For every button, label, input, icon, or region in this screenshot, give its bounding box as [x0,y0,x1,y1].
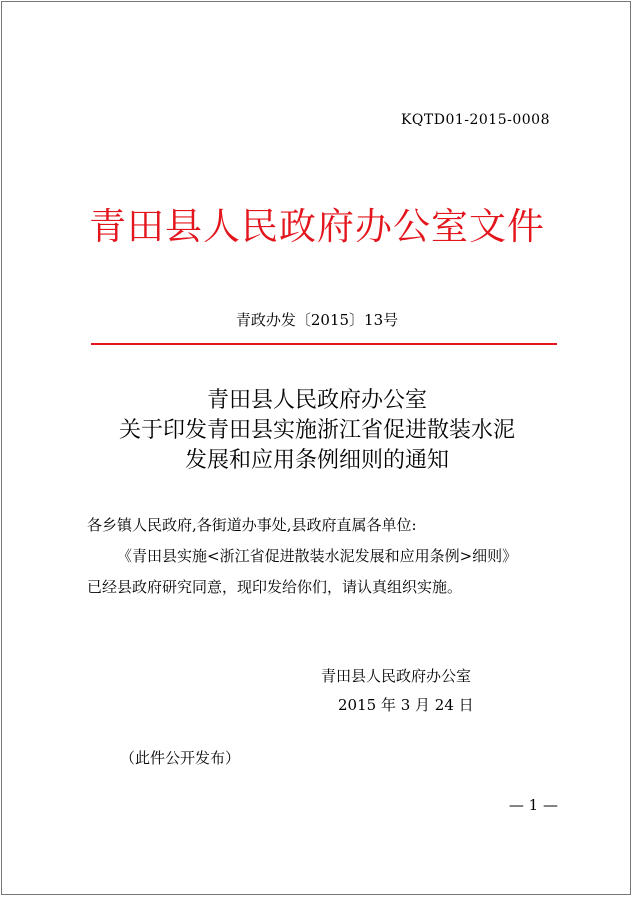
title-line-3: 发展和应用条例细则的通知 [184,448,449,473]
document-body [87,510,557,603]
document-number: 青政办发〔2015〕13号 [235,311,399,329]
signature-date: 2015 年 3 月 24 日 [338,696,474,714]
document-header: 青田县人民政府办公室文件 [89,205,545,248]
document-code: KQTD01-2015-0008 [400,112,550,128]
title-line-2: 关于印发青田县实施浙江省促进散装水泥 [118,418,515,443]
publish-note: （此件公开发布） [120,749,241,767]
page-number: — 1 — [508,796,558,814]
document-title [0,386,634,476]
red-divider [91,343,557,345]
addressee: 各乡镇人民政府,各街道办事处,县政府直属各单位: [87,516,417,534]
signature-organization: 青田县人民政府办公室 [321,667,472,685]
body-paragraph-line-2: 已经县政府研究同意，现印发给你们，请认真组织实施。 [87,578,463,596]
body-paragraph-line-1: 《青田县实施<浙江省促进散装水泥发展和应用条例>细则》 [117,547,518,565]
title-line-1: 青田县人民政府办公室 [206,388,427,413]
